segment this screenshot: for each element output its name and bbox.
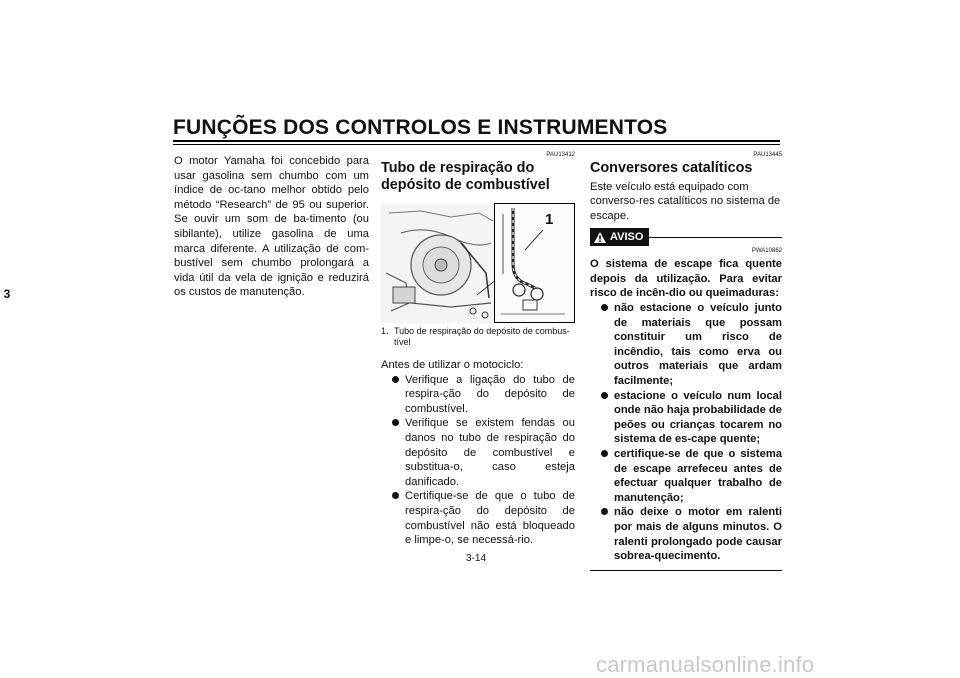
warning-list — [590, 301, 782, 564]
chapter-tab: 3 — [3, 287, 11, 301]
fuel-octane-paragraph: O motor Yamaha foi concebido para usar gasolina sem chumbo com um índice de oc-tano melhor obtido pelo método “Research” de 95 ou superior. Se ouvir um som de ba-timento (ou sibilante), utilize gasolina de uma marca diferente. A utilização de com-bustível sem chumbo prolongará a vida útil da vela de ignição e reduzirá os custos de manutenção. — [174, 155, 369, 299]
warning-triangle-icon — [593, 231, 607, 244]
list-item: não estacione o veículo junto de materiais que possam constituir um risco de incêndio, tais como erva ou outros materiais que ardam facilmente; — [601, 301, 782, 389]
list-item: não deixe o motor em ralenti por mais de alguns minutos. O ralenti prolongado pode causar sobrea-quecimento. — [601, 505, 782, 563]
page-title: FUNÇÕES DOS CONTROLOS E INSTRUMENTOS — [173, 116, 668, 139]
breather-hose-column — [381, 151, 575, 548]
hose-detail-illustration — [495, 204, 574, 322]
catalytic-converter-column — [590, 151, 782, 571]
section-heading-breather-hose: Tubo de respiração do depósito de combustível — [381, 160, 550, 193]
fuel-octane-column — [174, 154, 369, 300]
breather-hose-intro: Antes de utilizar o motociclo: — [381, 359, 524, 371]
title-rule-thin — [173, 144, 780, 145]
warning-label: AVISO — [610, 230, 644, 243]
list-item: certifique-se de que o sistema de escape arrefeceu antes de efectuar qualquer trabalho de manutenção; — [601, 447, 782, 505]
list-item: Verifique se existem fendas ou danos no tubo de respiração do depósito de combustível e substitua-o, caso esteja danificado. — [392, 416, 575, 489]
list-item: Certifique-se de que o tubo de respira-ção do depósito de combustível não está bloqueado e limpe-o, se necessá-rio. — [392, 489, 575, 547]
list-item: estacione o veículo num local onde não haja probabilidade de peões ou crianças tocarem no sistema de es-cape quente; — [601, 389, 782, 447]
section-code: PAU13412 — [546, 152, 575, 158]
title-rule — [173, 140, 780, 142]
caption-number: 1. — [381, 326, 389, 336]
caption-text: Tubo de respiração do depósito de combus-tível — [394, 326, 570, 347]
warning-end-rule — [590, 570, 782, 571]
figure-caption — [381, 326, 575, 347]
breather-hose-checklist — [381, 373, 575, 548]
warning-code: PWA10862 — [751, 248, 782, 255]
list-item: Verifique a ligação do tubo de respira-ção do depósito de combustível. — [392, 373, 575, 417]
breather-hose-figure — [381, 203, 575, 323]
warning-banner — [590, 228, 782, 246]
watermark: carmanualsonline.info — [596, 652, 815, 677]
detail-inset — [494, 203, 575, 323]
warning-rule — [649, 237, 782, 238]
warning-text: O sistema de escape fica quente depois da utilização. Para evitar risco de incên-dio ou queimaduras: — [590, 258, 782, 300]
page-number: 3-14 — [466, 553, 487, 564]
section-code: PAU13445 — [753, 152, 782, 158]
catalytic-intro: Este veículo está equipado com converso-res catalíticos no sistema de escape. — [590, 180, 781, 222]
callout-1: 1 — [545, 211, 554, 228]
section-heading-catalytic: Conversores catalíticos — [590, 160, 753, 176]
warning-label-box — [590, 228, 649, 246]
